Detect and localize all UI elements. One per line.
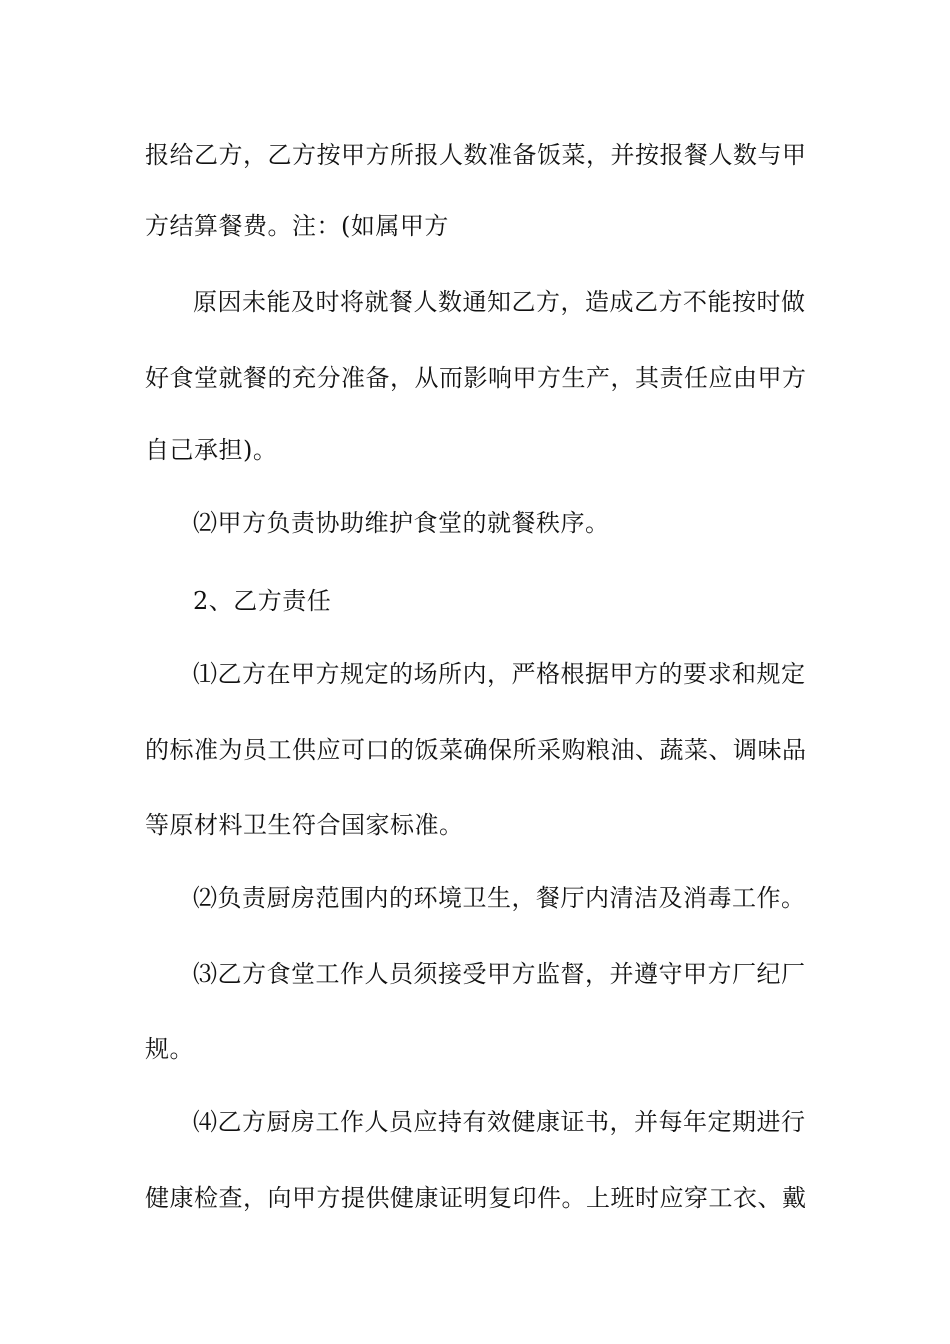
text-line-14: ⑷乙方厨房工作人员应持有效健康证书，并每年定期进行 — [193, 1108, 806, 1136]
text-line-3: 原因未能及时将就餐人数通知乙方，造成乙方不能按时做 — [193, 288, 806, 316]
text-line-15: 健康检查，向甲方提供健康证明复印件。上班时应穿工衣、戴 — [145, 1184, 807, 1212]
section-heading: 2、乙方责任 — [193, 587, 332, 615]
text-line-4: 好食堂就餐的充分准备，从而影响甲方生产，其责任应由甲方 — [145, 364, 807, 392]
text-line-2: 方结算餐费。注：(如属甲方 — [145, 212, 449, 240]
text-line-12: ⑶乙方食堂工作人员须接受甲方监督，并遵守甲方厂纪厂 — [193, 960, 806, 988]
text-line-11: ⑵负责厨房范围内的环境卫生，餐厅内清洁及消毒工作。 — [193, 884, 806, 912]
text-line-9: 的标准为员工供应可口的饭菜确保所采购粮油、蔬菜、调味品 — [145, 736, 807, 764]
text-line-6: ⑵甲方负责协助维护食堂的就餐秩序。 — [193, 509, 610, 537]
text-line-1: 报给乙方，乙方按甲方所报人数准备饭菜，并按报餐人数与甲 — [145, 141, 807, 169]
text-line-13: 规。 — [145, 1035, 194, 1063]
text-line-8: ⑴乙方在甲方规定的场所内，严格根据甲方的要求和规定 — [193, 660, 806, 688]
text-line-10: 等原材料卫生符合国家标准。 — [145, 811, 464, 839]
text-line-5: 自己承担)。 — [145, 436, 278, 464]
